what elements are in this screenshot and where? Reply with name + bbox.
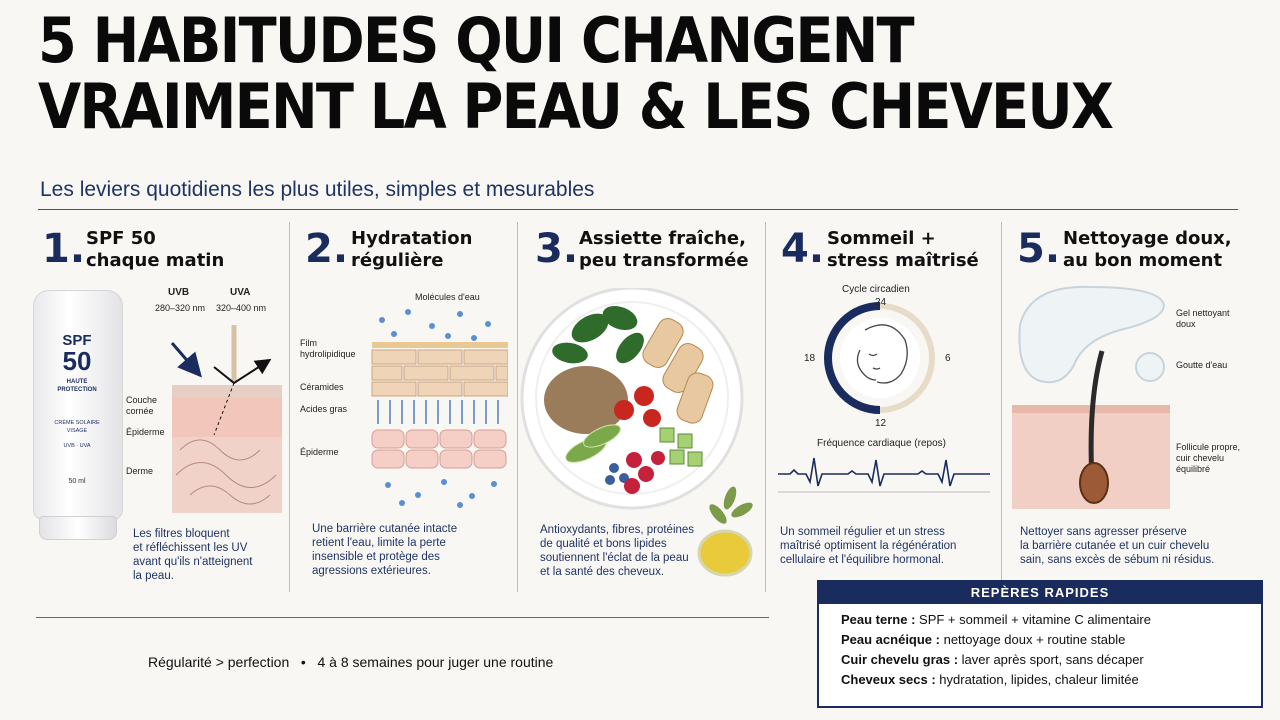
habit-2-number: 2. [305,226,349,272]
habit-1-title-line-2: chaque matin [86,250,225,271]
footnote: Régularité > perfection • 4 à 8 semaines pour juger une routine [148,654,554,670]
quick-tip-value: nettoyage doux + routine stable [939,632,1126,647]
habit-4-title-line-2: stress maîtrisé [827,250,979,271]
habit-3-title [579,228,749,272]
circadian-clock-diagram [815,300,945,422]
scalp-word: cuir chevelu [1176,453,1225,463]
stratum-corneum-layer [172,385,282,397]
column-divider [289,222,290,592]
follicle-label [1176,442,1240,475]
hair-follicle [1080,463,1108,503]
tube-haute-label: HAUTE [66,379,88,385]
habit-5-title [1063,228,1232,272]
tube-protection-label: PROTECTION [57,387,97,393]
skin-barrier-diagram [368,300,508,510]
habit-4-title [827,228,979,272]
habit-4-description [780,525,956,567]
page-title [38,4,1113,143]
habit-5-desc-line: la barrière cutanée et un cuir chevelu [1020,540,1210,552]
tube-volume-label: 50 ml [68,478,86,485]
habit-1-desc-line: et réfléchissent les UV [133,542,248,554]
habit-3-title-line-1: Assiette fraîche, [579,228,746,249]
epidermis-label-2: Épiderme [300,447,339,457]
hydrolipidique-word: hydrolipidique [300,349,356,359]
clock-hour-6: 6 [945,353,951,364]
gel-word: Gel nettoyant [1176,308,1230,318]
hydrolipidic-film [372,342,508,348]
quick-tips-title: REPÈRES RAPIDES [819,582,1261,604]
epidermis-label-1: Épiderme [126,427,165,437]
column-divider [517,222,518,592]
habit-4-desc-line: cellulaire et l'équilibre hormonal. [780,554,944,566]
habit-4-number: 4. [781,226,825,272]
tube-spf-label: SPF [62,332,92,349]
habit-3-title-line-2: peu transformée [579,250,749,271]
quick-tip-key: Cheveux secs : [841,672,936,687]
quick-tip-row [841,650,1261,670]
uva-range-label: 320–400 nm [216,303,267,313]
quick-tip-key: Cuir chevelu gras : [841,652,959,667]
uvb-label: UVB [168,287,190,298]
heart-rate-label: Fréquence cardiaque (repos) [817,438,946,449]
dermis-label: Derme [126,466,154,476]
circadian-cycle-label: Cycle circadien [842,284,910,295]
film-word: Film [300,338,317,348]
habit-4-title-line-1: Sommeil + [827,228,936,249]
olive-branch [706,485,754,526]
habit-5-desc-line: sain, sans excès de sébum ni résidus. [1020,554,1215,566]
habit-2-desc-line: agressions extérieures. [312,565,431,577]
uvb-range-label: 280–320 nm [155,303,206,313]
clock-hour-12: 12 [875,418,887,429]
habit-3-desc-line: soutiennent l'éclat de la peau [540,552,689,564]
heart-rate-line-chart [778,452,990,496]
habit-2-title [351,228,472,272]
page-subtitle: Les leviers quotidiens les plus utiles, simples et mesurables [40,178,595,201]
tube-creme-label: CRÈME SOLAIRE [54,420,100,426]
cleansing-diagram [1012,285,1172,515]
habit-1-number: 1. [42,226,86,272]
habit-1-description [133,527,252,583]
quick-tip-key: Peau terne : [841,612,916,627]
heart-rate-trace [778,458,990,486]
ceramide-bricks [372,350,508,396]
tube-cap [39,516,117,540]
habit-1-title-line-1: SPF 50 [86,228,156,249]
quick-tip-row [841,610,1261,630]
quinoa [544,366,628,434]
habit-5-number: 5. [1017,226,1061,272]
habit-2-description [312,522,457,578]
couche-word: Couche [126,395,158,405]
habit-4-desc-line: maîtrisé optimisent la régénération [780,540,957,552]
stratum-corneum-label [126,395,157,417]
habit-2-desc-line: Une barrière cutanée intacte [312,523,458,535]
habit-4-desc-line: Un sommeil régulier et un stress [780,526,945,538]
uv-reflection-arrow [214,361,268,383]
hydrolipidic-film-label [300,338,356,360]
habit-5-desc-line: Nettoyer sans agresser préserve [1020,526,1187,538]
title-line-2: VRAIMENT LA PEAU & LES CHEVEUX [38,70,1113,143]
quick-tip-value: hydratation, lipides, chaleur limitée [935,672,1139,687]
water-molecules-label: Molécules d'eau [415,292,480,302]
fatty-acids-label: Acides gras [300,404,348,414]
habit-2-title-line-2: régulière [351,250,444,271]
footer-divider [36,617,769,618]
habit-2-title-line-1: Hydratation [351,228,473,249]
follicle-word: Follicule propre, [1176,442,1241,452]
tube-visage-label: VISAGE [66,428,88,434]
habit-3-description [540,523,694,579]
column-divider [765,222,766,592]
water-drop-label: Goutte d'eau [1176,360,1228,370]
column-divider [1001,222,1002,592]
habit-5-title-line-2: au bon moment [1063,250,1223,271]
clock-hour-18: 18 [804,353,816,364]
cornee-word: cornée [126,406,154,416]
epidermis-cells [372,430,506,468]
habit-1-desc-line: Les filtres bloquent [133,528,230,540]
habit-1-desc-line: avant qu'ils n'atteignent [133,556,253,568]
water-drop [1136,353,1164,381]
habit-2-desc-line: insensible et protège des [312,551,440,563]
uvb-arrow [172,343,198,373]
habit-3-desc-line: Antioxydants, fibres, protéines [540,524,695,536]
quick-tip-key: Peau acnéique : [841,632,940,647]
uva-label: UVA [230,287,251,298]
fatty-acid-chains [378,400,498,424]
habit-1-title [86,228,224,272]
clock-hour-24: 24 [875,297,887,308]
ceramides-label: Céramides [300,382,344,392]
olive-oil-bowl [699,531,751,575]
tube-spf-value: 50 [62,346,92,376]
cleansing-gel-label [1176,308,1230,330]
doux-word: doux [1176,319,1196,329]
title-line-1: 5 HABITUDES QUI CHANGENT [38,4,913,77]
epidermis-layer [172,397,282,437]
balanced-word: équilibré [1176,464,1211,474]
quick-tips-list [819,604,1261,690]
habit-3-number: 3. [535,226,579,272]
quick-tips-box [817,580,1263,708]
dermis-layer [172,437,282,513]
habit-5-description [1020,525,1214,567]
quick-tip-value: laver après sport, sans décaper [958,652,1144,667]
habit-3-desc-line: et la santé des cheveux. [540,566,665,578]
habit-1-desc-line: la peau. [133,570,174,582]
habit-5-title-line-1: Nettoyage doux, [1063,228,1232,249]
quick-tip-row [841,630,1261,650]
tube-uv-label: UVB · UVA [63,443,91,449]
quick-tip-value: SPF + sommeil + vitamine C alimentaire [915,612,1151,627]
habit-2-desc-line: retient l'eau, limite la perte [312,537,446,549]
habit-3-desc-line: de qualité et bons lipides [540,538,667,550]
header-divider [38,209,1238,210]
sunscreen-tube-image [33,290,121,538]
quick-tip-row [841,670,1261,690]
